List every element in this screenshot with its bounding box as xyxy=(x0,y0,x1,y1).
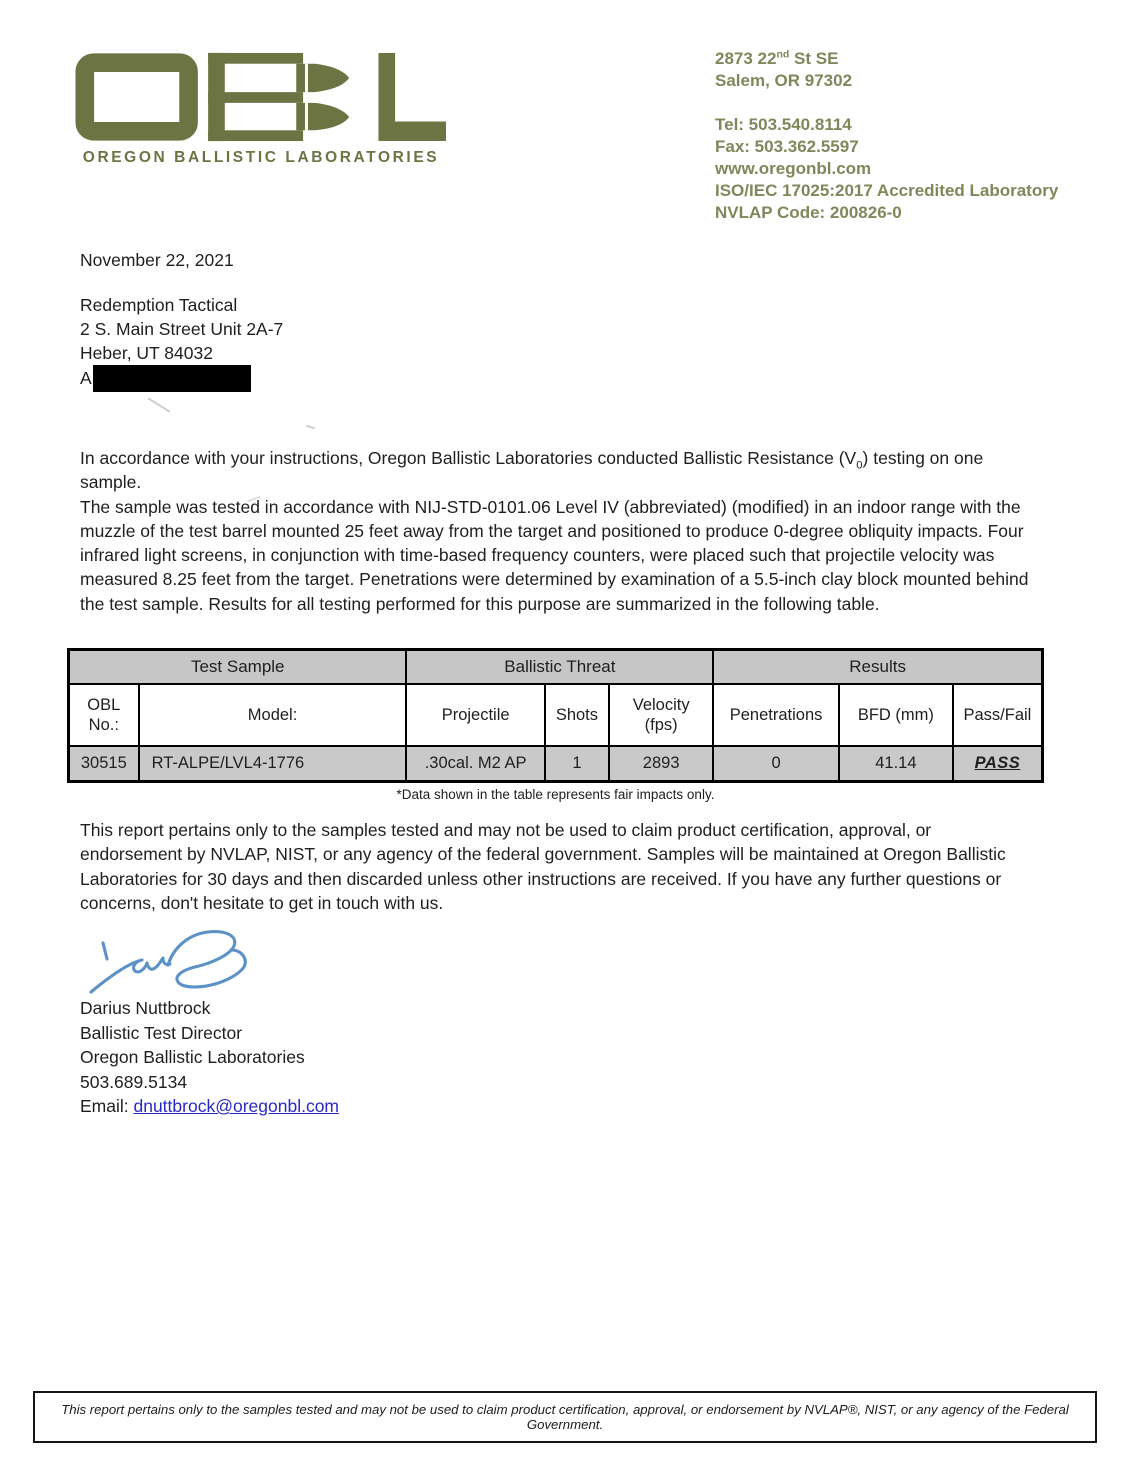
scan-artifact xyxy=(306,425,315,430)
paragraph-intro-text: In accordance with your instructions, Oregon Ballistic Laboratories conducted Ballistic Resistance (V xyxy=(80,448,857,468)
phone-line: Tel: 503.540.8114 xyxy=(715,115,852,134)
result-cell: 41.14 xyxy=(839,746,953,782)
result-cell: 2893 xyxy=(609,746,713,782)
v0-subscript: 0 xyxy=(856,459,863,472)
table-column-header-row xyxy=(69,684,1043,746)
redaction-bar xyxy=(93,365,251,392)
result-cell: 1 xyxy=(545,746,609,782)
signer-phone: 503.689.5134 xyxy=(80,1071,188,1092)
redacted-line-prefix: A xyxy=(80,368,92,388)
result-cell: .30cal. M2 AP xyxy=(406,746,544,782)
recipient-name: Redemption Tactical xyxy=(80,295,238,315)
recipient-redacted-line xyxy=(80,365,283,392)
paragraph-disclaimer: This report pertains only to the samples tested and may not be used to claim product certification, approval, or endorsement by NVLAP, NIST, or any agency of the federal government. Samples will be maintained at Oregon Ballistic Laboratories for 30 days and then discarded unless other instructions are received. If you have any further questions or concerns, don't hesitate to get in touch with us. xyxy=(80,820,1006,913)
address-line-1-suffix: St SE xyxy=(789,49,839,68)
footer-disclaimer-box xyxy=(33,1391,1097,1443)
column-header-cell: Velocity (fps) xyxy=(609,684,713,746)
address-ordinal-sup: nd xyxy=(776,48,790,61)
group-header-cell: Results xyxy=(713,650,1042,684)
email-link[interactable]: dnuttbrock@oregonbl.com xyxy=(133,1096,339,1116)
letter-date: November 22, 2021 xyxy=(80,250,234,270)
accreditation-line: ISO/IEC 17025:2017 Accredited Laboratory xyxy=(715,181,1059,200)
recipient-street: 2 S. Main Street Unit 2A-7 xyxy=(80,319,284,339)
column-header-cell: Penetrations xyxy=(713,684,839,746)
result-cell: 30515 xyxy=(69,746,139,782)
contact-block xyxy=(715,48,1058,224)
scan-artifact xyxy=(147,397,170,412)
column-header-cell: Pass/Fail xyxy=(953,684,1043,746)
paragraph-intro xyxy=(80,446,1036,495)
table-row xyxy=(69,746,1043,782)
email-label: Email: xyxy=(80,1096,134,1116)
group-header-cell: Test Sample xyxy=(69,650,407,684)
recipient-city: Heber, UT 84032 xyxy=(80,343,213,363)
footer-disclaimer-text: This report pertains only to the samples tested and may not be used to claim product certification, approval, or endorsement by NVLAP®, NIST, or any agency of the Federal Government. xyxy=(61,1402,1069,1432)
signer-company: Oregon Ballistic Laboratories xyxy=(80,1047,305,1067)
column-header-cell: Model: xyxy=(139,684,407,746)
table-group-header-row xyxy=(69,650,1043,684)
obl-logo xyxy=(75,52,447,167)
nvlap-code-line: NVLAP Code: 200826-0 xyxy=(715,203,902,222)
signature-ink xyxy=(82,926,272,1002)
letter-body xyxy=(80,446,1036,616)
column-header-cell: Shots xyxy=(545,684,609,746)
website-line: www.oregonbl.com xyxy=(715,159,872,178)
result-cell: RT-ALPE/LVL4-1776 xyxy=(139,746,407,782)
table-footnote: *Data shown in the table represents fair impacts only. xyxy=(396,787,715,802)
recipient-address xyxy=(80,293,283,392)
results-table xyxy=(67,648,1044,783)
signature-block xyxy=(80,996,339,1119)
fax-line: Fax: 503.362.5597 xyxy=(715,137,859,156)
results-table-section xyxy=(67,648,1044,802)
column-header-cell: Projectile xyxy=(406,684,544,746)
address-line-1-text: 2873 22 xyxy=(715,49,777,68)
result-cell: 0 xyxy=(713,746,839,782)
column-header-cell: BFD (mm) xyxy=(839,684,953,746)
paragraph-intro-suffix: ) testing on one sample. xyxy=(80,448,984,493)
email-line xyxy=(80,1094,339,1119)
logo-subtitle: OREGON BALLISTIC LABORATORIES xyxy=(82,149,440,166)
column-header-cell: OBL No.: xyxy=(69,684,139,746)
paragraph-method: The sample was tested in accordance with NIJ-STD-0101.06 Level IV (abbreviated) (modified) in an indoor range with the muzzle of the test barrel mounted 25 feet away from the target and positioned to produce 0-degree obliquity impacts. Four infrared light screens, in conjunction with time-based frequency counters, were placed such that projectile velocity was measured 8.25 feet from the target. Penetrations were determined by examination of a 5.5-inch clay block mounted behind the test sample. Results for all testing performed for this purpose are summarized in the following table. xyxy=(80,496,1029,614)
signer-title: Ballistic Test Director xyxy=(80,1022,243,1043)
address-line-2: Salem, OR 97302 xyxy=(715,71,853,90)
address-line-1 xyxy=(715,48,1058,70)
result-cell: PASS xyxy=(953,746,1043,782)
group-header-cell: Ballistic Threat xyxy=(406,650,713,684)
obl-logo-mark xyxy=(75,52,447,142)
signer-name: Darius Nuttbrock xyxy=(80,998,211,1018)
